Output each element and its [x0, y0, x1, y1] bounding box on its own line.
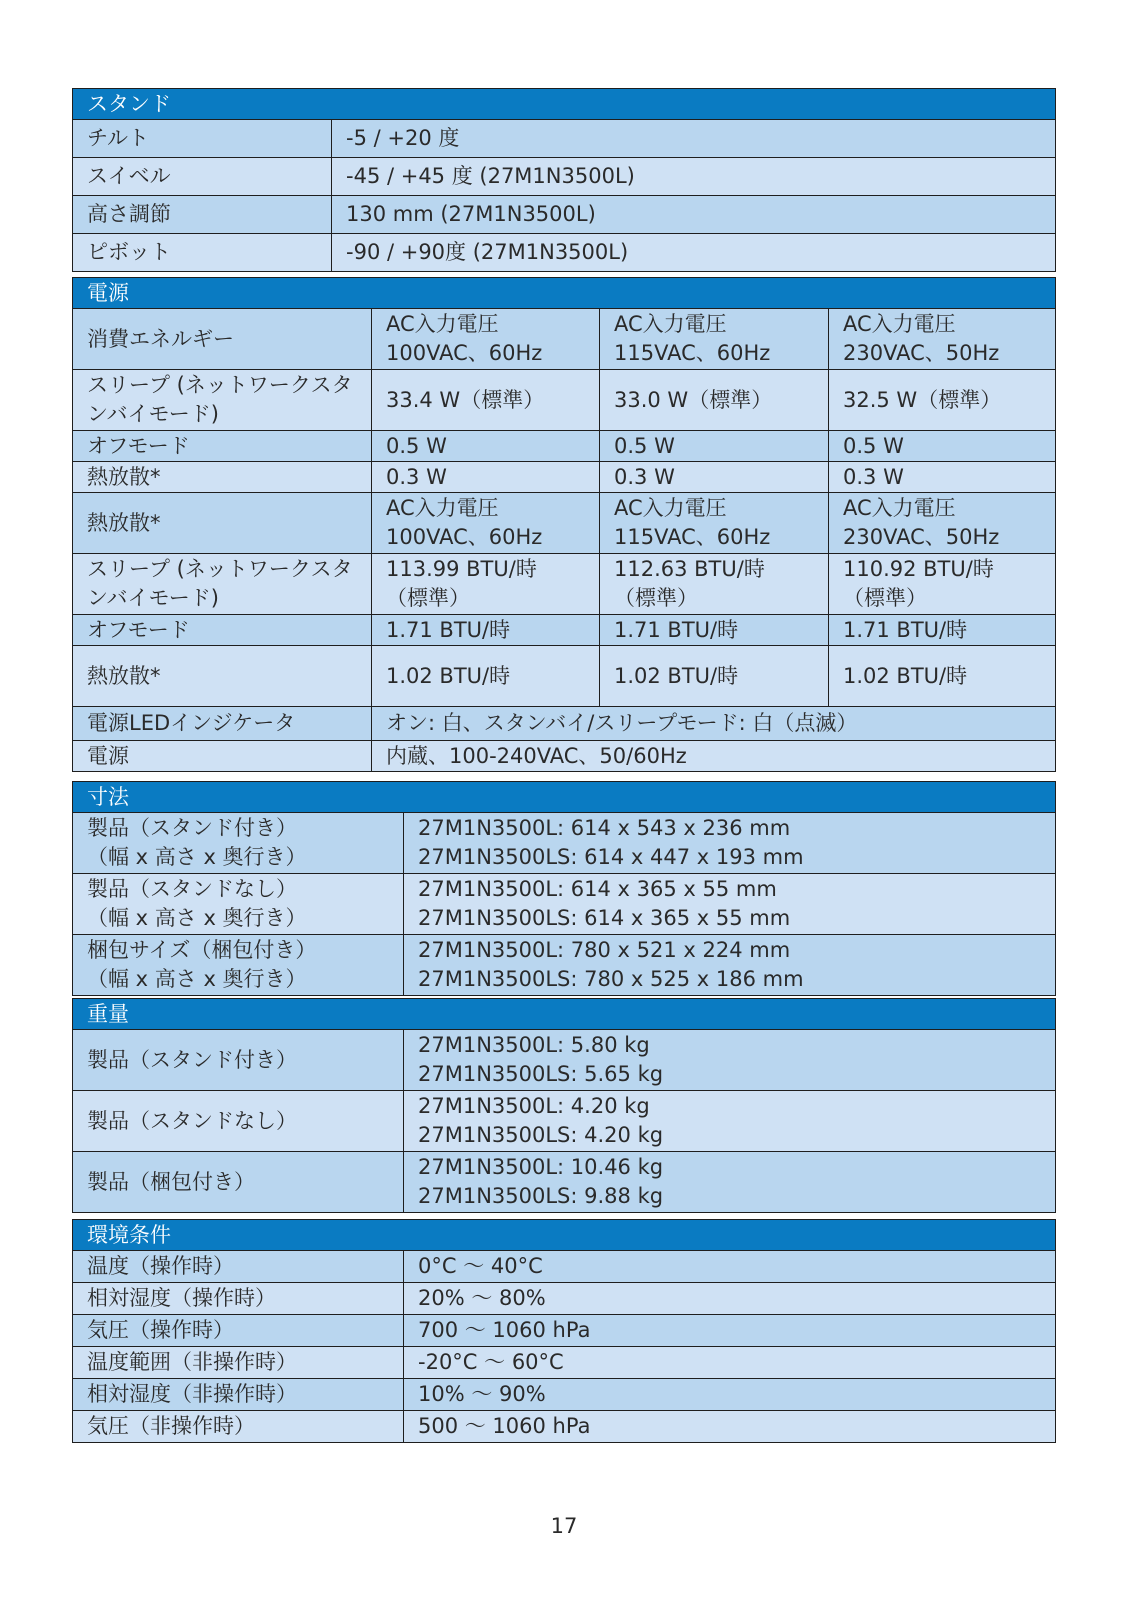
pressure-nonoperating-label: 気圧（非操作時）	[73, 1411, 404, 1443]
temp-nonoperating-value: -20°C ～ 60°C	[404, 1347, 1056, 1379]
dim-package-label: 梱包サイズ（梱包付き） （幅 x 高さ x 奥行き）	[73, 935, 404, 996]
weight-without-stand-label: 製品（スタンドなし）	[73, 1091, 404, 1152]
heat-value-115: 0.3 W	[600, 462, 829, 493]
dimensions-section	[72, 781, 1056, 996]
off-mode-value-115: 0.5 W	[600, 431, 829, 462]
off-mode-value-230: 0.5 W	[829, 431, 1056, 462]
dim-package-value: 27M1N3500L: 780 x 521 x 224 mm 27M1N3500LS: 780 x 525 x 186 mm	[404, 935, 1056, 996]
off-mode-value-100: 0.5 W	[372, 431, 600, 462]
swivel-value: -45 / +45 度 (27M1N3500L)	[332, 158, 1056, 196]
power-section	[72, 277, 1056, 772]
heat3-value-100: 1.02 BTU/時	[372, 646, 600, 707]
off-mode2-value-230: 1.71 BTU/時	[829, 615, 1056, 646]
weight-package-value: 27M1N3500L: 10.46 kg 27M1N3500LS: 9.88 kg	[404, 1152, 1056, 1213]
heat3-value-115: 1.02 BTU/時	[600, 646, 829, 707]
heat2-voltage-col-100: AC入力電圧 100VAC、60Hz	[372, 493, 600, 554]
heat2-voltage-col-230: AC入力電圧 230VAC、50Hz	[829, 493, 1056, 554]
heat2-label: 熱放散*	[73, 493, 372, 554]
power-header: 電源	[73, 278, 1056, 309]
swivel-label: スイベル	[73, 158, 332, 196]
dim-without-stand-label: 製品（スタンドなし） （幅 x 高さ x 奥行き）	[73, 874, 404, 935]
environment-header: 環境条件	[73, 1220, 1056, 1251]
pressure-nonoperating-value: 500 ～ 1060 hPa	[404, 1411, 1056, 1443]
dim-with-stand-label: 製品（スタンド付き） （幅 x 高さ x 奥行き）	[73, 813, 404, 874]
humidity-nonoperating-label: 相対湿度（非操作時）	[73, 1379, 404, 1411]
humidity-operating-label: 相対湿度（操作時）	[73, 1283, 404, 1315]
led-indicator-label: 電源LEDインジケータ	[73, 707, 372, 741]
pressure-operating-value: 700 ～ 1060 hPa	[404, 1315, 1056, 1347]
weight-header: 重量	[73, 999, 1056, 1030]
sleep2-label: スリープ (ネットワークスタンバイモード)	[73, 554, 372, 615]
tilt-label: チルト	[73, 120, 332, 158]
voltage-col-115: AC入力電圧 115VAC、60Hz	[600, 309, 829, 370]
power-supply-label: 電源	[73, 741, 372, 772]
heat3-label: 熱放散*	[73, 646, 372, 707]
sleep-value-115: 33.0 W（標準）	[600, 370, 829, 431]
heat-value-230: 0.3 W	[829, 462, 1056, 493]
weight-without-stand-value: 27M1N3500L: 4.20 kg 27M1N3500LS: 4.20 kg	[404, 1091, 1056, 1152]
off-mode2-value-115: 1.71 BTU/時	[600, 615, 829, 646]
sleep-label: スリープ (ネットワークスタンバイモード)	[73, 370, 372, 431]
off-mode2-value-100: 1.71 BTU/時	[372, 615, 600, 646]
tilt-value: -5 / +20 度	[332, 120, 1056, 158]
height-adjust-value: 130 mm (27M1N3500L)	[332, 196, 1056, 234]
off-mode2-label: オフモード	[73, 615, 372, 646]
pressure-operating-label: 気圧（操作時）	[73, 1315, 404, 1347]
sleep-value-100: 33.4 W（標準）	[372, 370, 600, 431]
power-supply-value: 内蔵、100-240VAC、50/60Hz	[372, 741, 1056, 772]
weight-package-label: 製品（梱包付き）	[73, 1152, 404, 1213]
voltage-col-230: AC入力電圧 230VAC、50Hz	[829, 309, 1056, 370]
height-adjust-label: 高さ調節	[73, 196, 332, 234]
heat3-value-230: 1.02 BTU/時	[829, 646, 1056, 707]
temp-operating-value: 0°C ～ 40°C	[404, 1251, 1056, 1283]
sleep-value-230: 32.5 W（標準）	[829, 370, 1056, 431]
humidity-nonoperating-value: 10% ～ 90%	[404, 1379, 1056, 1411]
temp-nonoperating-label: 温度範囲（非操作時）	[73, 1347, 404, 1379]
sleep2-value-230: 110.92 BTU/時 （標準）	[829, 554, 1056, 615]
weight-section	[72, 998, 1056, 1213]
sleep2-value-115: 112.63 BTU/時 （標準）	[600, 554, 829, 615]
weight-with-stand-value: 27M1N3500L: 5.80 kg 27M1N3500LS: 5.65 kg	[404, 1030, 1056, 1091]
stand-header: スタンド	[73, 89, 1056, 120]
pivot-value: -90 / +90度 (27M1N3500L)	[332, 234, 1056, 272]
pivot-label: ピボット	[73, 234, 332, 272]
led-indicator-value: オン: 白、スタンバイ/スリープモード: 白（点滅）	[372, 707, 1056, 741]
consumption-label: 消費エネルギー	[73, 309, 372, 370]
humidity-operating-value: 20% ～ 80%	[404, 1283, 1056, 1315]
dim-with-stand-value: 27M1N3500L: 614 x 543 x 236 mm 27M1N3500LS: 614 x 447 x 193 mm	[404, 813, 1056, 874]
dim-without-stand-value: 27M1N3500L: 614 x 365 x 55 mm 27M1N3500LS: 614 x 365 x 55 mm	[404, 874, 1056, 935]
weight-with-stand-label: 製品（スタンド付き）	[73, 1030, 404, 1091]
dimensions-header: 寸法	[73, 782, 1056, 813]
page-number: 17	[550, 1514, 578, 1538]
temp-operating-label: 温度（操作時）	[73, 1251, 404, 1283]
off-mode-label: オフモード	[73, 431, 372, 462]
sleep2-value-100: 113.99 BTU/時 （標準）	[372, 554, 600, 615]
heat2-voltage-col-115: AC入力電圧 115VAC、60Hz	[600, 493, 829, 554]
environment-section	[72, 1219, 1056, 1443]
stand-section	[72, 88, 1056, 272]
voltage-col-100: AC入力電圧 100VAC、60Hz	[372, 309, 600, 370]
heat-label: 熱放散*	[73, 462, 372, 493]
heat-value-100: 0.3 W	[372, 462, 600, 493]
